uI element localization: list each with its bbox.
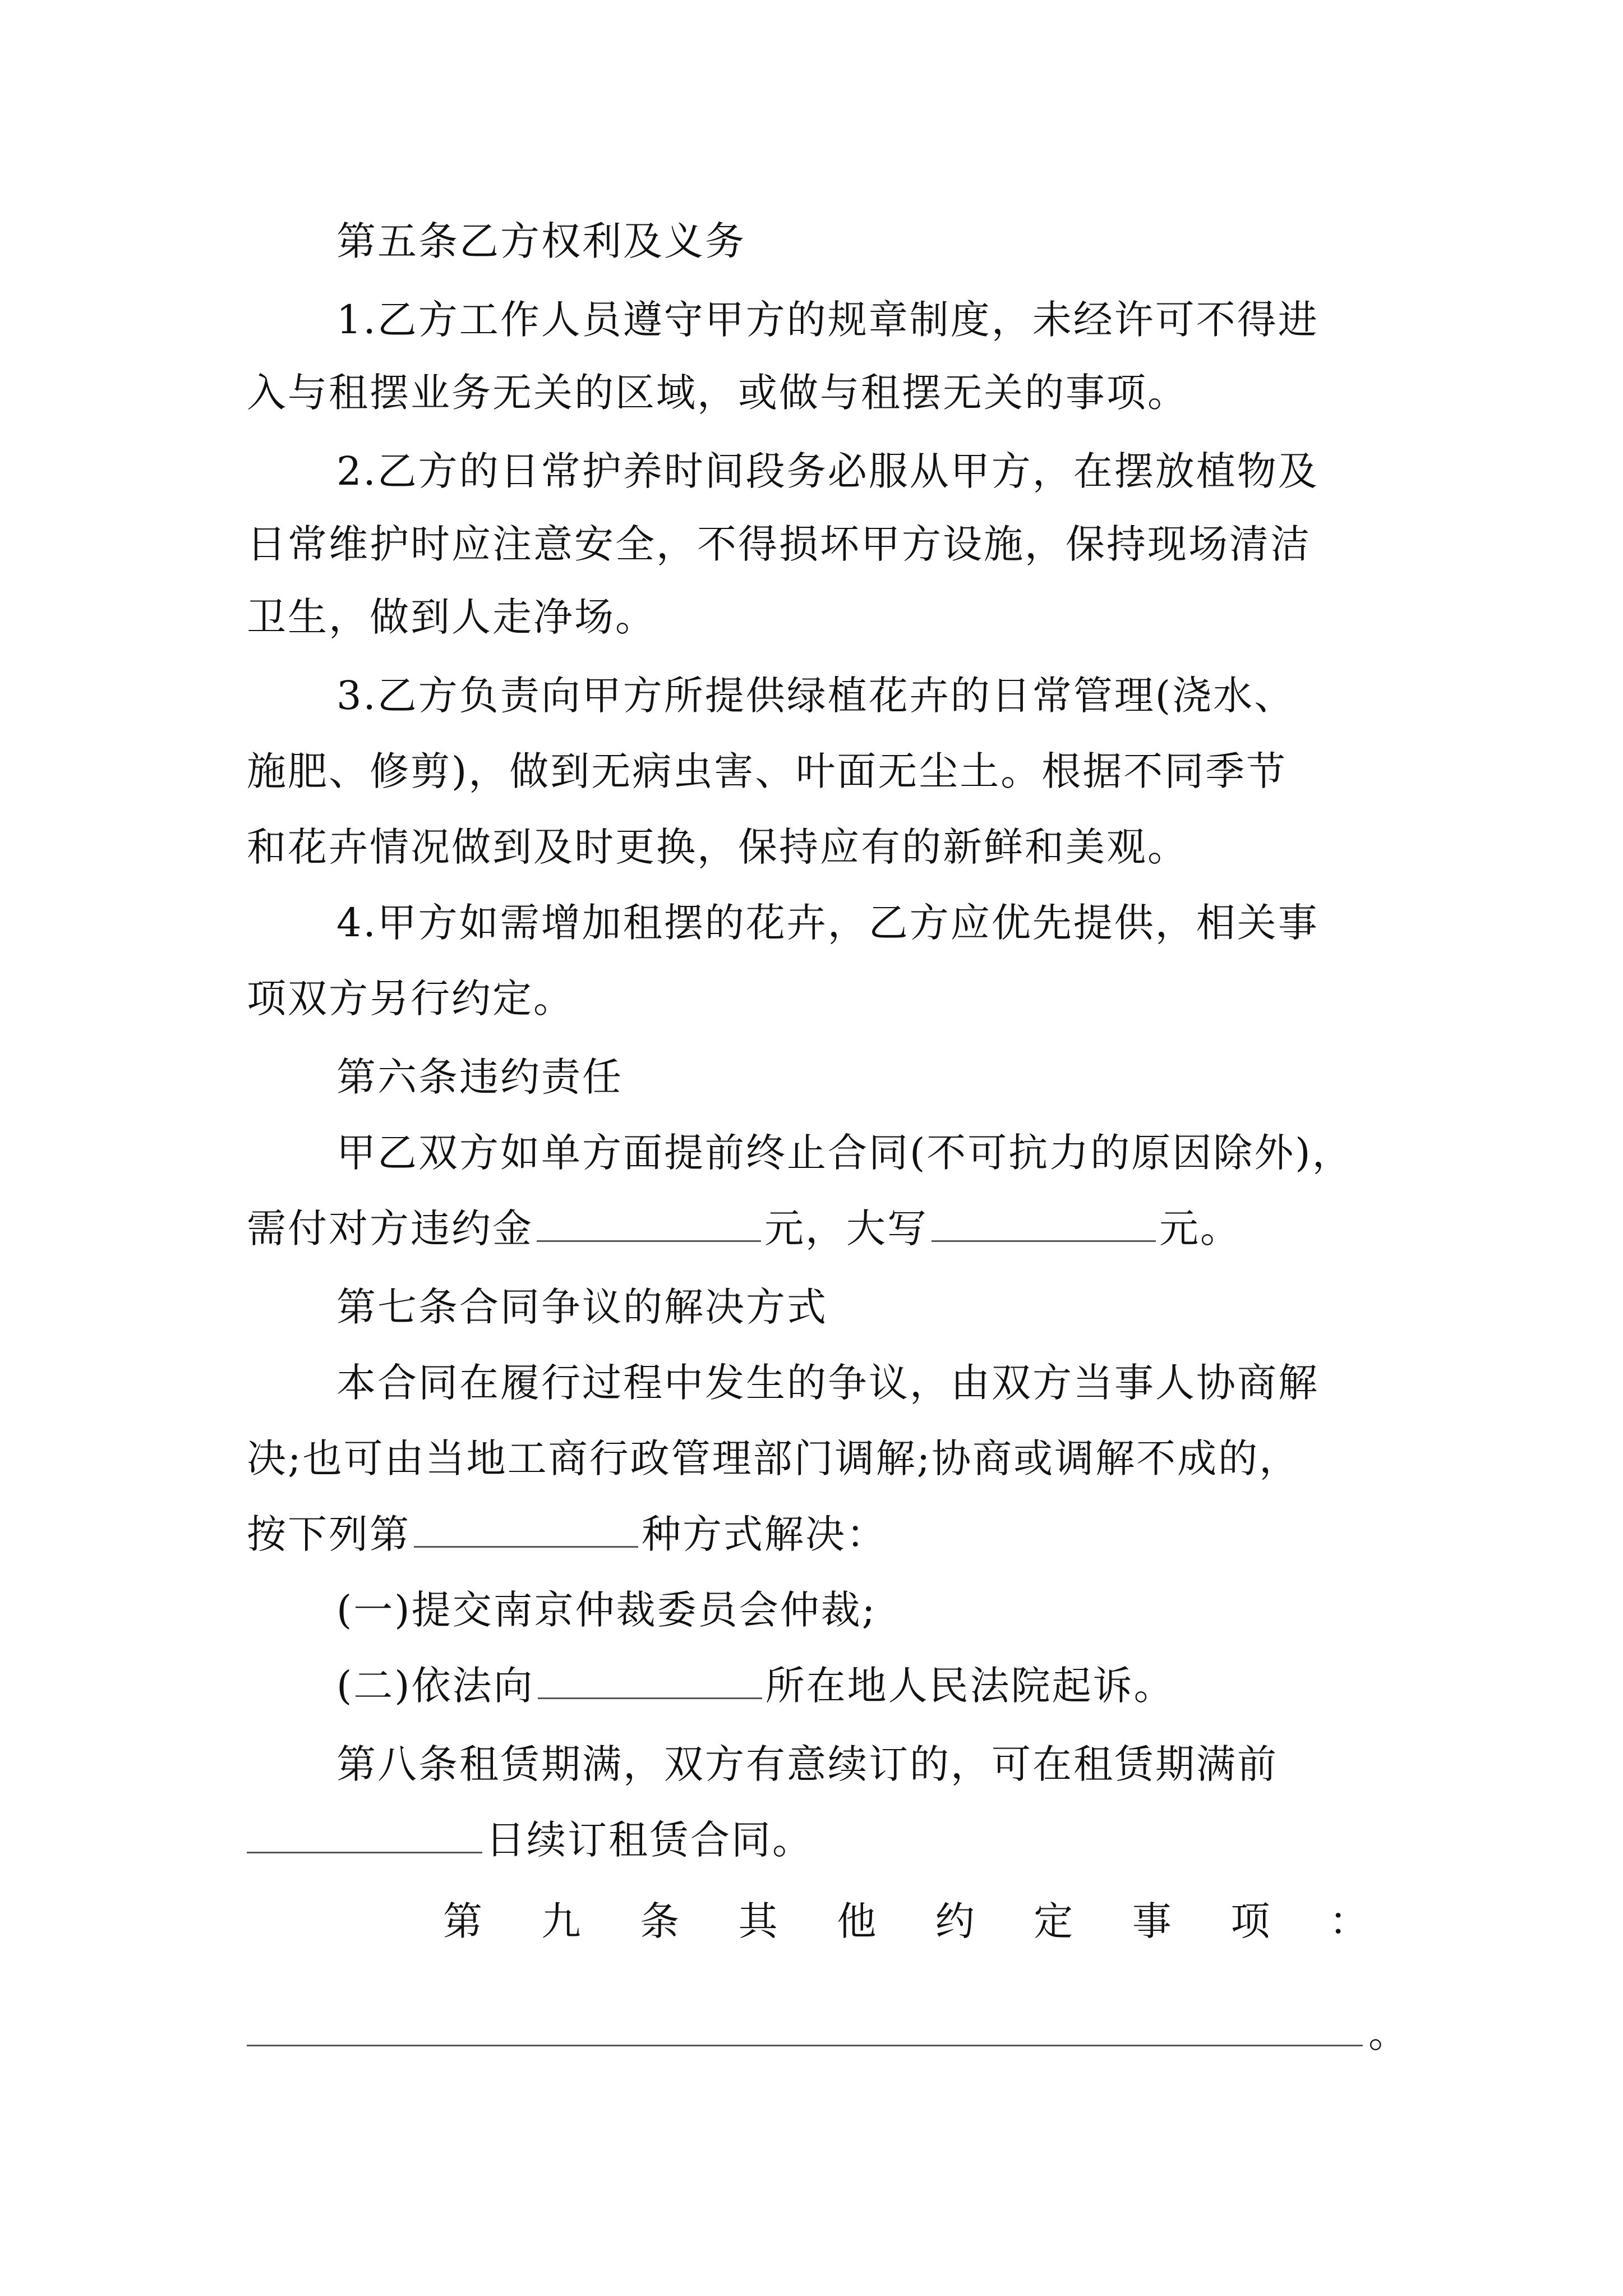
article-9-char: 其: [738, 1898, 778, 1944]
article-6-line-2: [247, 1200, 1453, 1257]
method-number-blank: [414, 1507, 638, 1548]
penalty-amount-blank: [537, 1201, 761, 1242]
article-9-char: 他: [837, 1898, 877, 1944]
option-2-prefix: (二)依法向: [336, 1663, 534, 1709]
article-9-char: 约: [935, 1898, 975, 1944]
penalty-uppercase-label: 元，大写: [764, 1205, 928, 1251]
article-7-option-1: (一)提交南京仲裁委员会仲裁;: [336, 1587, 877, 1633]
article-6-title: 第六条违约责任: [336, 1054, 623, 1100]
renewal-days-blank: [247, 1812, 482, 1853]
article-5-title: 第五条乙方权利及义务: [336, 218, 746, 264]
article-5-item-2-line-2: 日常维护时应注意安全，不得损坏甲方设施，保持现场清洁: [247, 521, 1311, 567]
article-8-line-1: 第八条租赁期满，双方有意续订的，可在租赁期满前: [336, 1741, 1278, 1787]
article-7-line-1: 本合同在履行过程中发生的争议，由双方当事人协商解: [336, 1360, 1319, 1406]
article-9-char: 条: [640, 1898, 680, 1944]
article-5-item-3-line-2: 施肥、修剪)，做到无病虫害、叶面无尘土。根据不同季节: [247, 748, 1288, 794]
article-5-item-4-line-1: 4.甲方如需增加租摆的花卉，乙方应优先提供，相关事: [336, 900, 1319, 946]
article-5-item-2-line-3: 卫生，做到人走净场。: [247, 594, 656, 640]
article-7-title: 第七条合同争议的解决方式: [336, 1284, 828, 1330]
article-5-item-3-line-3: 和花卉情况做到及时更换，保持应有的新鲜和美观。: [247, 824, 1188, 870]
article-9-char: 九: [541, 1898, 581, 1944]
article-8-line-2: [247, 1812, 1453, 1868]
article-6-line-1: 甲乙双方如单方面提前终止合同(不可抗力的原因除外)，: [336, 1130, 1353, 1176]
article-9-char: 第: [443, 1898, 482, 1944]
method-label: 按下列第: [247, 1511, 411, 1557]
article-7-line-2: 决;也可由当地工商行政管理部门调解;协商或调解不成的，: [247, 1435, 1301, 1481]
article-5-item-3-line-1: 3.乙方负责向甲方所提供绿植花卉的日常管理(浇水、: [336, 673, 1295, 719]
option-2-suffix: 所在地人民法院起诉。: [765, 1663, 1175, 1709]
article-9-char: 事: [1132, 1898, 1172, 1944]
penalty-label: 需付对方违约金: [247, 1205, 533, 1251]
article-9-title: [443, 1893, 1368, 1949]
article-5-item-4-line-2: 项双方另行约定。: [247, 976, 574, 1022]
article-5-item-1-line-2: 入与租摆业务无关的区域，或做与租摆无关的事项。: [247, 370, 1188, 416]
article-7-line-3: [247, 1506, 1453, 1562]
penalty-uppercase-blank: [932, 1201, 1156, 1242]
court-location-blank: [538, 1658, 762, 1699]
article-9-char: 定: [1034, 1898, 1073, 1944]
article-9-char: ：: [1329, 1898, 1368, 1944]
article-5-item-2-line-1: 2.乙方的日常护养时间段务必服从甲方，在摆放植物及: [336, 448, 1319, 494]
article-5-item-1-line-1: 1.乙方工作人员遵守甲方的规章制度，未经许可不得进: [336, 297, 1319, 343]
method-suffix: 种方式解决：: [642, 1511, 887, 1557]
other-terms-blank: [247, 2045, 1363, 2046]
penalty-unit: 元。: [1159, 1205, 1241, 1251]
renewal-text: 日续订租赁合同。: [486, 1817, 813, 1863]
other-terms-period: 。: [1368, 2010, 1408, 2056]
article-9-char: 项: [1230, 1898, 1270, 1944]
article-7-option-2: [336, 1658, 1458, 1714]
